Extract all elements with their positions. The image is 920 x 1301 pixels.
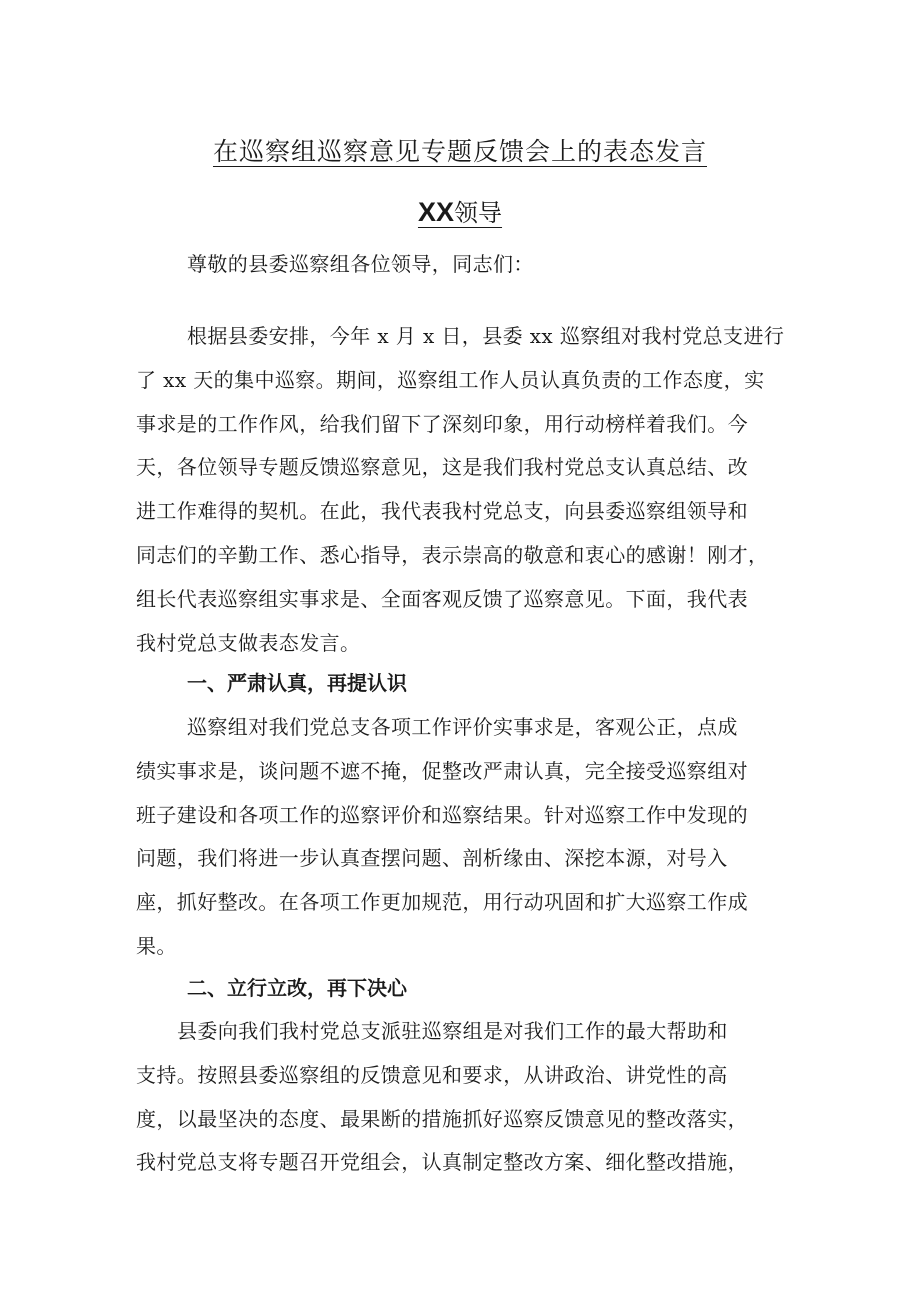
section-heading-2: 二、立行立改，再下决心	[187, 976, 407, 1000]
paragraph-line: 支持。按照县委巡察组的反馈意见和要求，从讲政治、讲党性的高	[136, 1062, 728, 1087]
paragraph-line: 天，各位领导专题反馈巡察意见，这是我们我村党总支认真总结、改	[136, 455, 748, 480]
paragraph-3	[136, 1010, 796, 1185]
paragraph-line: 座，抓好整改。在各项工作更加规范，用行动巩固和扩大巡察工作成	[136, 890, 748, 915]
paragraph-line: 巡察组对我们党总支各项工作评价实事求是，客观公正，点成	[187, 715, 738, 739]
author-role: 领导	[454, 199, 503, 227]
paragraph-line: 班子建设和各项工作的巡察评价和巡察结果。针对巡察工作中发现的	[136, 802, 748, 827]
paragraph-line: 县委向我们我村党总支派驻巡察组是对我们工作的最大帮助和	[177, 1019, 728, 1043]
paragraph-line: 我村党总支做表态发言。	[136, 630, 361, 655]
paragraph-line: 度，以最坚决的态度、最果断的措施抓好巡察反馈意见的整改落实，	[136, 1106, 748, 1131]
document-title-text: 在巡察组巡察意见专题反馈会上的表态发言	[212, 137, 707, 166]
paragraph-line: 进工作难得的契机。在此，我代表我村党总支，向县委巡察组领导和	[136, 499, 748, 524]
paragraph-line: 果。	[136, 933, 177, 958]
paragraph-2	[136, 706, 796, 969]
paragraph-line: 我村党总支将专题召开党组会，认真制定整改方案、细化整改措施，	[136, 1150, 748, 1175]
salutation	[187, 243, 847, 287]
section-heading-1: 一、严肃认真，再提认识	[187, 671, 407, 695]
paragraph-line: 同志们的辛勤工作、悉心指导，表示崇高的敬意和衷心的感谢！刚才，	[136, 542, 769, 567]
paragraph-line: 了 xx 天的集中巡察。期间，巡察组工作人员认真负责的工作态度，实	[136, 367, 765, 392]
paragraph-line: 根据县委安排，今年 x 月 x 日，县委 xx 巡察组对我村党总支进行	[187, 324, 785, 348]
paragraph-line: 事求是的工作作风，给我们留下了深刻印象，用行动榜样着我们。今	[136, 411, 748, 436]
paragraph-line: 问题，我们将进一步认真查摆问题、剖析缘由、深挖本源，对号入	[136, 846, 728, 871]
salutation-line: 尊敬的县委巡察组各位领导，同志们：	[187, 252, 534, 276]
paragraph-1	[136, 315, 796, 665]
paragraph-line: 组长代表巡察组实事求是、全面客观反馈了巡察意见。下面，我代表	[136, 586, 748, 611]
paragraph-line: 绩实事求是，谈问题不遮不掩，促整改严肃认真，完全接受巡察组对	[136, 758, 748, 783]
document-title	[0, 130, 920, 174]
author-name: XX	[417, 197, 455, 227]
document-author	[0, 190, 920, 235]
